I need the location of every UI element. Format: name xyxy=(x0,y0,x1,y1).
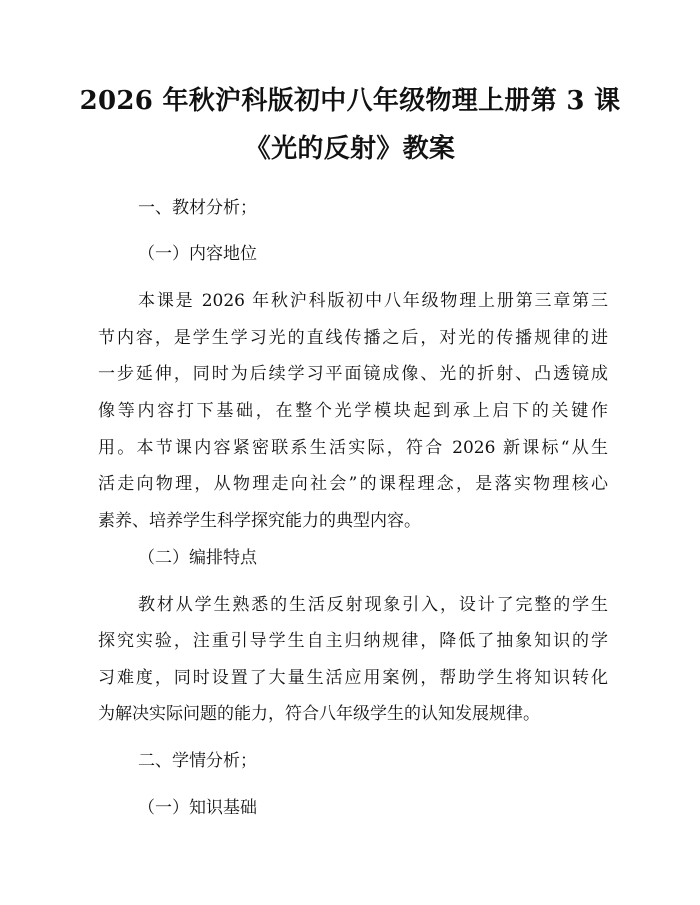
section-2-subheading-1: （一）知识基础 xyxy=(138,798,257,818)
paragraph-2-line: 习难度，同时设置了大量生活应用案例，帮助学生将知识转化 xyxy=(98,668,608,688)
paragraph-1-line: 节内容，是学生学习光的直线传播之后，对光的传播规律的进 xyxy=(98,328,608,348)
paragraph-2-line: 为解决实际问题的能力，符合八年级学生的认知发展规律。 xyxy=(98,704,540,724)
paragraph-1-line: 用。本节课内容紧密联系生活实际，符合 2026 新课标“从生 xyxy=(98,438,608,458)
document-title-line-1: 2026 年秋沪科版初中八年级物理上册第 3 课 xyxy=(79,86,621,116)
paragraph-1-line: 像等内容打下基础，在整个光学模块起到承上启下的关键作 xyxy=(98,401,608,421)
document-title-line-2: 《光的反射》教案 xyxy=(244,134,456,164)
section-1-subheading-2: （二）编排特点 xyxy=(138,548,257,568)
paragraph-1-line: 本课是 2026 年秋沪科版初中八年级物理上册第三章第三 xyxy=(138,291,608,311)
section-2-heading: 二、学情分析； xyxy=(138,751,257,771)
section-1-subheading-1: （一）内容地位 xyxy=(138,244,257,264)
section-1-heading: 一、教材分析； xyxy=(138,198,257,218)
paragraph-1-line: 素养、培养学生科学探究能力的典型内容。 xyxy=(98,511,421,531)
paragraph-1-line: 一步延伸，同时为后续学习平面镜成像、光的折射、凸透镜成 xyxy=(98,364,608,384)
paragraph-2-line: 教材从学生熟悉的生活反射现象引入，设计了完整的学生 xyxy=(138,595,608,615)
paragraph-2-line: 探究实验，注重引导学生自主归纳规律，降低了抽象知识的学 xyxy=(98,631,608,651)
paragraph-1-line: 活走向物理，从物理走向社会”的课程理念，是落实物理核心 xyxy=(98,474,608,494)
